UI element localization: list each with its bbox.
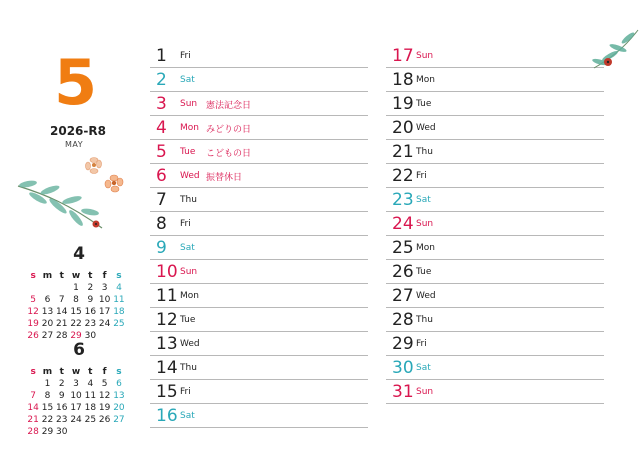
day-number: 26 (392, 262, 414, 282)
mini-day: 23 (84, 319, 97, 329)
day-row (150, 92, 368, 116)
day-number: 24 (392, 214, 414, 234)
weekday-label: Mon (180, 123, 199, 133)
weekday-label: Thu (180, 195, 197, 205)
holiday-name: こどもの日 (206, 149, 252, 159)
mini-day: 16 (84, 307, 97, 317)
mini-day: 21 (56, 319, 68, 329)
mini-day: 27 (41, 331, 54, 341)
mini-day: 15 (70, 307, 82, 317)
day-number: 28 (392, 310, 414, 330)
days-column-2 (386, 44, 604, 404)
day-number: 18 (392, 70, 414, 90)
mini-day: 3 (73, 379, 79, 389)
day-row (150, 380, 368, 404)
weekday-label: Thu (416, 315, 433, 325)
day-row (150, 44, 368, 68)
day-number: 12 (156, 310, 178, 330)
month-name: MAY (65, 140, 84, 149)
leaf-branch-icon (590, 28, 640, 76)
mini-day: 21 (27, 415, 39, 425)
day-row (150, 68, 368, 92)
mini-day: 1 (73, 283, 79, 293)
weekday-label: Tue (416, 267, 432, 277)
mini-day: 2 (87, 283, 94, 293)
mini-weekday-label: m (42, 271, 53, 281)
mini-weekday-label: m (42, 367, 53, 377)
mini-day: 14 (27, 403, 39, 413)
mini-day: 22 (41, 415, 54, 425)
weekday-label: Sat (180, 411, 195, 421)
mini-day: 5 (30, 295, 37, 305)
day-row (386, 188, 604, 212)
day-number: 16 (156, 406, 178, 426)
mini-day (26, 378, 40, 390)
mini-day: 17 (70, 403, 82, 413)
mini-weekday-label: s (116, 271, 122, 281)
mini-weekday-label: s (116, 367, 122, 377)
weekday-label: Fri (180, 219, 191, 229)
mini-day: 15 (41, 403, 54, 413)
mini-day: 14 (56, 307, 68, 317)
mini-day: 22 (70, 319, 82, 329)
mini-day: 23 (56, 415, 68, 425)
day-number: 1 (156, 46, 167, 66)
day-number: 5 (156, 142, 167, 162)
day-row (386, 212, 604, 236)
weekday-label: Fri (416, 171, 427, 181)
day-row (150, 212, 368, 236)
mini-weekday-header (26, 366, 132, 378)
weekday-label: Wed (180, 171, 200, 181)
mini-weekday-label: f (102, 271, 107, 281)
weekday-label: Sun (180, 267, 198, 277)
day-number: 27 (392, 286, 414, 306)
day-row (386, 308, 604, 332)
mini-day: 19 (27, 319, 39, 329)
mini-month-number: 4 (73, 244, 85, 264)
mini-day: 8 (73, 295, 79, 305)
mini-weekday-label: t (88, 271, 93, 281)
day-row (150, 404, 368, 428)
leaf-branch-icon (14, 180, 114, 240)
mini-weekday-label: s (30, 271, 36, 281)
mini-day: 4 (116, 283, 122, 293)
weekday-label: Fri (180, 387, 191, 397)
mini-week-row (26, 402, 132, 414)
mini-day (55, 282, 69, 294)
mini-day: 28 (27, 427, 39, 437)
mini-week-row (26, 318, 132, 330)
day-row (386, 236, 604, 260)
day-number: 21 (392, 142, 414, 162)
day-row (150, 188, 368, 212)
day-number: 20 (392, 118, 414, 138)
mini-day: 17 (98, 307, 111, 317)
day-row (386, 68, 604, 92)
mini-day (97, 426, 111, 438)
weekday-label: Fri (180, 51, 191, 61)
mini-day: 1 (44, 379, 51, 389)
day-number: 6 (156, 166, 167, 186)
weekday-label: Thu (416, 147, 433, 157)
mini-day: 10 (70, 391, 82, 401)
day-row (150, 236, 368, 260)
mini-week-row (26, 306, 132, 318)
day-row (150, 284, 368, 308)
mini-day (83, 426, 97, 438)
day-row (386, 92, 604, 116)
holiday-name: みどりの日 (206, 125, 252, 135)
mini-month-number: 6 (73, 340, 85, 360)
mini-calendar-june (26, 340, 132, 438)
mini-week-row (26, 426, 132, 438)
day-number: 31 (392, 382, 414, 402)
mini-calendar-april (26, 244, 132, 342)
mini-day: 29 (70, 331, 82, 341)
mini-day: 29 (41, 427, 54, 437)
mini-week-row (26, 282, 132, 294)
day-number: 22 (392, 166, 414, 186)
mini-weekday-label: t (59, 271, 64, 281)
day-row (150, 356, 368, 380)
day-number: 14 (156, 358, 178, 378)
mini-week-row (26, 294, 132, 306)
mini-day: 24 (98, 319, 111, 329)
mini-day: 6 (116, 379, 122, 389)
mini-day: 2 (58, 379, 65, 389)
mini-weekday-label: w (71, 367, 81, 377)
mini-day: 7 (30, 391, 37, 401)
mini-day: 27 (113, 415, 125, 425)
day-number: 7 (156, 190, 167, 210)
mini-day: 9 (58, 391, 65, 401)
mini-day: 16 (56, 403, 68, 413)
mini-day: 8 (44, 391, 51, 401)
mini-weekday-label: f (102, 367, 107, 377)
mini-day: 11 (84, 391, 97, 401)
mini-day (40, 282, 54, 294)
day-number: 10 (156, 262, 178, 282)
day-row (386, 284, 604, 308)
day-number: 25 (392, 238, 414, 258)
month-number: 5 (54, 46, 98, 119)
mini-day: 9 (87, 295, 94, 305)
mini-weekday-label: t (88, 367, 93, 377)
weekday-label: Sat (416, 363, 431, 373)
day-row (386, 44, 604, 68)
mini-day: 7 (58, 295, 65, 305)
mini-day: 13 (41, 307, 54, 317)
mini-day: 25 (113, 319, 125, 329)
day-number: 4 (156, 118, 167, 138)
mini-day: 25 (84, 415, 97, 425)
mini-day: 12 (27, 307, 39, 317)
weekday-label: Tue (180, 147, 196, 157)
day-row (150, 260, 368, 284)
day-row (386, 260, 604, 284)
mini-day: 30 (56, 427, 68, 437)
day-number: 30 (392, 358, 414, 378)
weekday-label: Sat (180, 243, 195, 253)
mini-day: 12 (98, 391, 111, 401)
days-column-1 (150, 44, 368, 428)
day-number: 19 (392, 94, 414, 114)
day-number: 9 (156, 238, 167, 258)
mini-day: 30 (84, 331, 97, 341)
weekday-label: Fri (416, 339, 427, 349)
mini-day: 19 (98, 403, 111, 413)
mini-day: 4 (87, 379, 94, 389)
mini-week-row (26, 414, 132, 426)
mini-day (26, 282, 40, 294)
day-row (150, 164, 368, 188)
mini-day: 6 (44, 295, 51, 305)
weekday-label: Wed (416, 291, 436, 301)
mini-day (112, 426, 126, 438)
mini-weekday-label: w (71, 271, 81, 281)
mini-day: 5 (101, 379, 108, 389)
mini-week-row (26, 390, 132, 402)
day-row (386, 116, 604, 140)
weekday-label: Sat (416, 195, 431, 205)
left-panel (0, 0, 150, 458)
day-number: 29 (392, 334, 414, 354)
day-row (150, 140, 368, 164)
day-number: 8 (156, 214, 167, 234)
holiday-name: 振替休日 (206, 173, 243, 183)
day-row (386, 380, 604, 404)
weekday-label: Sun (416, 51, 434, 61)
mini-day: 18 (113, 307, 125, 317)
day-number: 23 (392, 190, 414, 210)
weekday-label: Mon (180, 291, 199, 301)
day-row (386, 356, 604, 380)
mini-week-row (26, 378, 132, 390)
mini-day: 20 (41, 319, 54, 329)
year-label: 2026-R8 (50, 124, 106, 138)
mini-day (69, 426, 83, 438)
day-row (386, 140, 604, 164)
weekday-label: Tue (416, 99, 432, 109)
day-row (150, 116, 368, 140)
day-row (150, 332, 368, 356)
day-row (150, 308, 368, 332)
weekday-label: Mon (416, 243, 435, 253)
weekday-label: Sun (180, 99, 198, 109)
mini-weekday-header (26, 270, 132, 282)
mini-day: 13 (113, 391, 125, 401)
mini-day: 28 (56, 331, 68, 341)
day-number: 17 (392, 46, 414, 66)
mini-weekday-label: t (59, 367, 64, 377)
mini-day: 26 (27, 331, 39, 341)
weekday-label: Sat (180, 75, 195, 85)
day-row (386, 164, 604, 188)
weekday-label: Wed (416, 123, 436, 133)
mini-day: 24 (70, 415, 82, 425)
weekday-label: Mon (416, 75, 435, 85)
mini-day: 18 (84, 403, 97, 413)
weekday-label: Wed (180, 339, 200, 349)
day-number: 13 (156, 334, 178, 354)
day-row (386, 332, 604, 356)
weekday-label: Sun (416, 387, 434, 397)
holiday-name: 憲法記念日 (206, 101, 252, 111)
mini-day: 26 (98, 415, 111, 425)
day-number: 2 (156, 70, 167, 90)
mini-day: 11 (113, 295, 125, 305)
weekday-label: Tue (180, 315, 196, 325)
mini-day: 10 (98, 295, 111, 305)
day-number: 3 (156, 94, 167, 114)
mini-day: 3 (101, 283, 108, 293)
mini-day: 20 (113, 403, 125, 413)
day-number: 15 (156, 382, 178, 402)
day-number: 11 (156, 286, 178, 306)
weekday-label: Thu (180, 363, 197, 373)
weekday-label: Sun (416, 219, 434, 229)
mini-weekday-label: s (30, 367, 36, 377)
